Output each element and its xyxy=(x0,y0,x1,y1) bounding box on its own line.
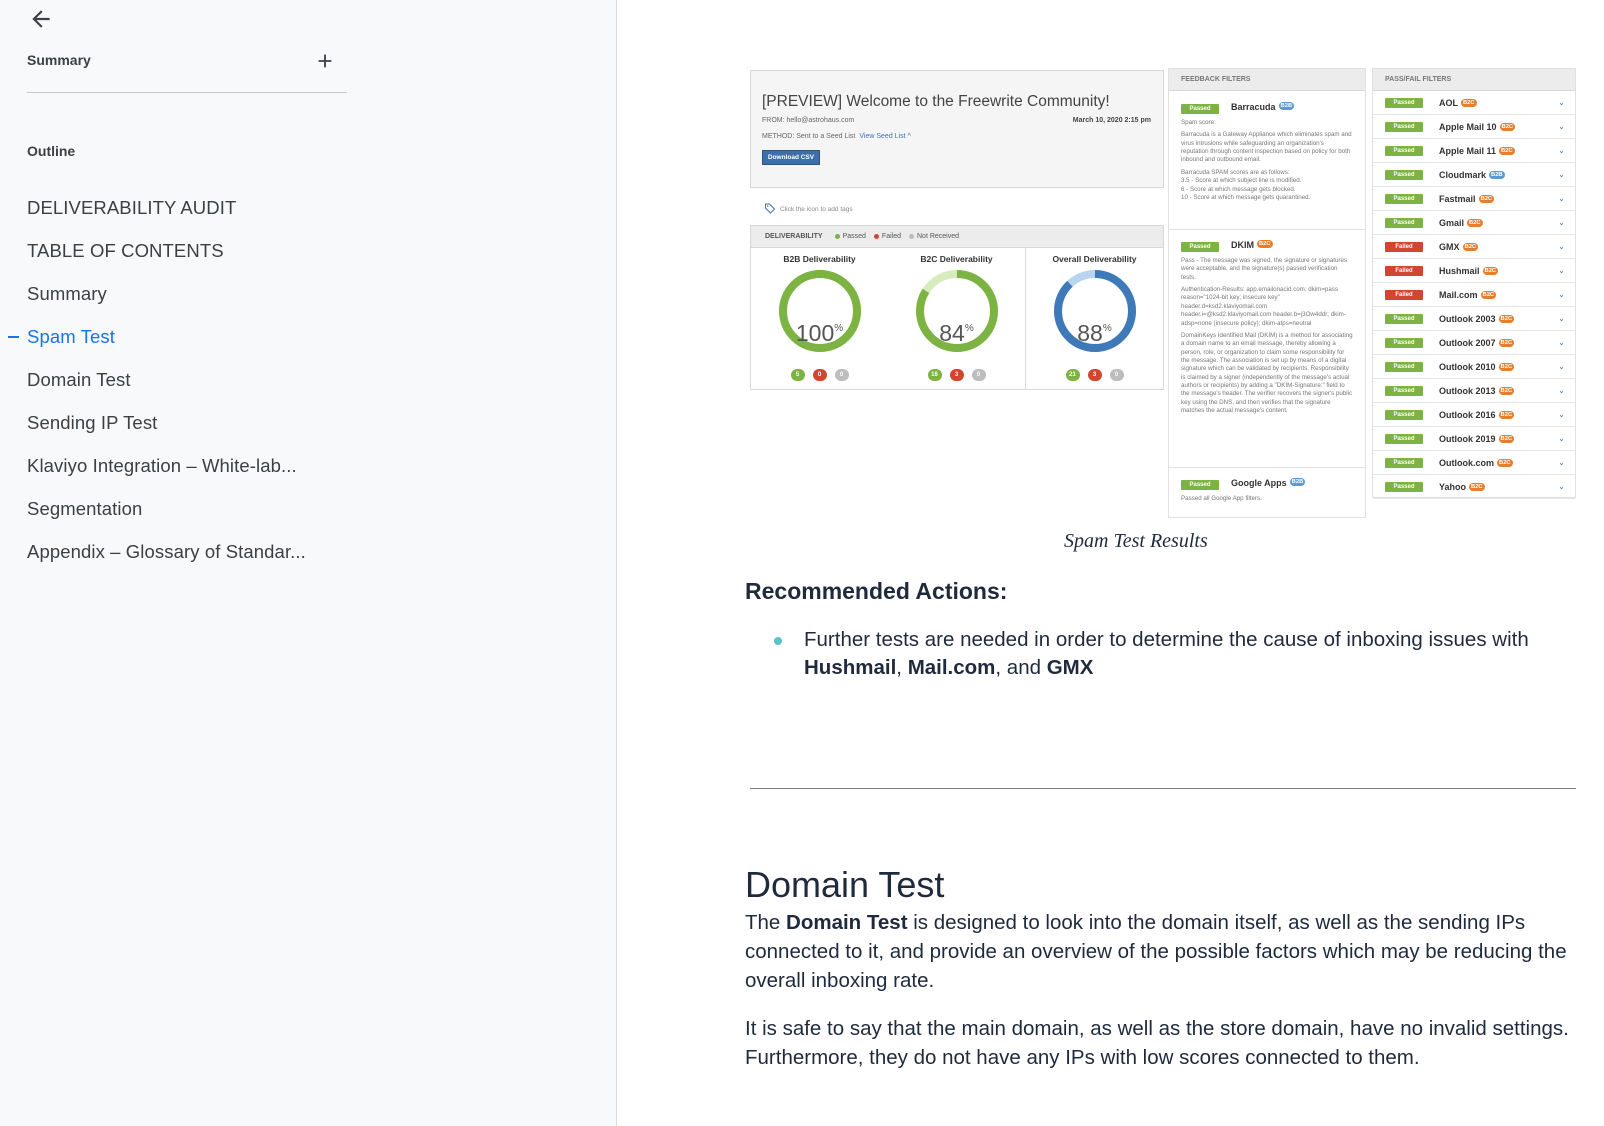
segment-tag: B2C xyxy=(1500,363,1513,370)
recommended-actions-heading: Recommended Actions: xyxy=(745,578,1008,604)
count-not-received: 0 xyxy=(835,369,849,381)
method-text: METHOD: Sent to a Seed List xyxy=(762,133,856,140)
chevron-down-icon[interactable]: ⌄ xyxy=(1558,362,1565,371)
filter-name: Fastmail xyxy=(1439,193,1476,204)
domain-test-paragraph-1: The Domain Test is designed to look into the domain itself, as well as the sending IPs connected to it, and provide an overview of the possible factors which may be reducing the overall inboxing rate. xyxy=(745,911,1567,992)
feedback-filters-panel xyxy=(1168,68,1366,518)
filter-divider xyxy=(1169,229,1365,230)
pass-fail-row[interactable] xyxy=(1373,211,1575,235)
pass-fail-row[interactable] xyxy=(1373,307,1575,331)
gauge-overall xyxy=(1025,248,1163,389)
filter-name: Outlook 2003 xyxy=(1439,313,1496,324)
outline-heading: Outline xyxy=(27,143,76,159)
pass-fail-row[interactable] xyxy=(1373,163,1575,187)
email-method xyxy=(762,133,911,140)
outline-item-sending-ip-test[interactable]: Sending IP Test xyxy=(27,411,158,433)
segment-tag: B2C xyxy=(1500,411,1513,418)
image-caption: Spam Test Results xyxy=(1064,530,1208,552)
chevron-down-icon[interactable]: ⌄ xyxy=(1558,314,1565,323)
filter-name: Apple Mail 11 xyxy=(1439,145,1497,156)
status-badge: Passed xyxy=(1181,242,1219,252)
pass-fail-list xyxy=(1373,91,1575,499)
segment-tag: B2C xyxy=(1480,195,1493,202)
pass-fail-row[interactable] xyxy=(1373,427,1575,451)
count-not-received: 0 xyxy=(1110,369,1124,381)
deliverability-header xyxy=(751,226,1163,248)
chevron-down-icon[interactable]: ⌄ xyxy=(1558,434,1565,443)
gauge-title: B2C Deliverability xyxy=(920,254,993,264)
pass-fail-row[interactable] xyxy=(1373,331,1575,355)
add-summary-icon[interactable] xyxy=(314,50,336,72)
filter-name: Yahoo xyxy=(1439,481,1467,492)
gauge-percent: 84% xyxy=(939,320,974,346)
filter-name: DKIM xyxy=(1231,240,1254,250)
gauge-percent: 88% xyxy=(1077,320,1112,346)
tag-row xyxy=(764,202,853,216)
tag-icon xyxy=(764,202,776,216)
status-badge: Passed xyxy=(1385,386,1423,396)
chevron-down-icon[interactable]: ⌄ xyxy=(1558,122,1565,131)
outline-item-appendix[interactable]: Appendix – Glossary of Standar... xyxy=(27,540,306,562)
status-badge: Passed xyxy=(1385,314,1423,324)
count-failed: 0 xyxy=(813,369,827,381)
outline-item-spam-test[interactable]: Spam Test xyxy=(0,315,360,358)
filter-divider xyxy=(1169,467,1365,468)
filter-text: Authentication-Results: app.emailonacid.com; dkim=pass reason="1024-bit key; insecure key" header.d=ksd2.klaviyomail.com header.i=@ksd2.klaviyomail.com header.b=j3Ow4ddr; dkim-adsp=none (insecure policy); dkim-atps=neutral xyxy=(1181,286,1346,327)
status-badge: Passed xyxy=(1385,146,1423,156)
domain-test-paragraph-2: It is safe to say that the main domain, as well as the store domain, have no invalid settings. Furthermore, they do not have any IPs with low scores connected to them. xyxy=(745,1017,1569,1069)
count-passed: 5 xyxy=(791,369,805,381)
segment-tag: B2C xyxy=(1500,435,1513,442)
email-preview-card xyxy=(750,70,1164,188)
filter-name: Mail.com xyxy=(1439,289,1478,300)
pass-fail-row[interactable] xyxy=(1373,475,1575,499)
pass-fail-row[interactable] xyxy=(1373,91,1575,115)
domain-test-heading: Domain Test xyxy=(745,864,945,905)
pass-fail-row[interactable] xyxy=(1373,379,1575,403)
pass-fail-row[interactable] xyxy=(1373,187,1575,211)
spam-test-results-image xyxy=(750,68,1588,518)
summary-divider xyxy=(27,92,347,93)
filter-name: Outlook 2007 xyxy=(1439,337,1496,348)
filter-name: Outlook 2010 xyxy=(1439,361,1496,372)
status-badge: Passed xyxy=(1385,458,1423,468)
filter-dkim xyxy=(1169,235,1365,415)
status-badge: Passed xyxy=(1385,98,1423,108)
count-not-received: 0 xyxy=(972,369,986,381)
outline-item-segmentation[interactable]: Segmentation xyxy=(27,497,143,519)
document-body xyxy=(618,0,1604,1126)
filter-barracuda xyxy=(1169,97,1365,202)
pass-fail-filters-panel xyxy=(1372,68,1576,498)
deliverability-panel xyxy=(750,225,1164,390)
chevron-down-icon[interactable]: ⌄ xyxy=(1558,98,1565,107)
status-badge: Passed xyxy=(1181,480,1219,490)
chevron-down-icon[interactable]: ⌄ xyxy=(1558,194,1565,203)
count-passed: 16 xyxy=(928,369,942,381)
gauge-counts xyxy=(751,369,888,381)
segment-tag: B2C xyxy=(1500,387,1513,394)
outline-item-table-of-contents[interactable]: TABLE OF CONTENTS xyxy=(27,239,224,261)
back-arrow-icon[interactable] xyxy=(28,6,54,32)
chevron-down-icon[interactable]: ⌄ xyxy=(1558,170,1565,179)
filter-name: Outlook 2016 xyxy=(1439,409,1496,420)
filter-text: Barracuda SPAM scores are as follows: xyxy=(1181,168,1290,176)
pass-fail-filters-header: PASS/FAIL FILTERS xyxy=(1373,69,1575,91)
filter-text: 3.5 - Score at which subject line is modified. xyxy=(1181,177,1302,185)
chevron-down-icon[interactable]: ⌄ xyxy=(1558,290,1565,299)
pass-fail-row[interactable] xyxy=(1373,139,1575,163)
gauge-counts xyxy=(1026,369,1163,381)
gauge-percent: 100% xyxy=(795,320,844,346)
outline-item-domain-test[interactable]: Domain Test xyxy=(27,368,131,390)
filter-name: Outlook.com xyxy=(1439,457,1495,468)
gauge-b2c xyxy=(888,248,1025,389)
gauge-counts xyxy=(888,369,1025,381)
segment-tag: B2C xyxy=(1500,315,1513,322)
filter-name: GMX xyxy=(1439,241,1460,252)
status-badge: Passed xyxy=(1385,338,1423,348)
segment-tag: B2C xyxy=(1484,267,1497,274)
gauge-title: Overall Deliverability xyxy=(1052,254,1137,264)
status-badge: Passed xyxy=(1385,410,1423,420)
count-failed: 3 xyxy=(950,369,964,381)
filter-name: Outlook 2019 xyxy=(1439,433,1496,444)
status-badge: Failed xyxy=(1385,290,1423,300)
legend-passed: Passed xyxy=(835,233,866,240)
segment-tag: B2C xyxy=(1463,99,1475,106)
filter-name: Gmail xyxy=(1439,217,1465,228)
pass-fail-row[interactable] xyxy=(1373,115,1575,139)
segment-tag: B2C xyxy=(1482,291,1495,298)
recommended-actions-list xyxy=(768,626,1568,682)
download-csv-button: Download CSV xyxy=(762,150,820,165)
status-badge: Failed xyxy=(1385,242,1423,252)
segment-tag: B2C xyxy=(1501,123,1514,130)
chevron-down-icon[interactable]: ⌄ xyxy=(1558,266,1565,275)
segment-tag: B2C xyxy=(1464,243,1477,250)
pass-fail-row[interactable] xyxy=(1373,355,1575,379)
view-seed-list-link: View Seed List ^ xyxy=(859,133,911,140)
chevron-down-icon[interactable]: ⌄ xyxy=(1558,482,1565,491)
status-badge: Passed xyxy=(1181,104,1219,114)
segment-tag: B2C xyxy=(1469,219,1481,226)
pass-fail-row[interactable] xyxy=(1373,403,1575,427)
status-badge: Passed xyxy=(1385,434,1423,444)
filter-name: Google Apps xyxy=(1231,478,1287,488)
list-item: Further tests are needed in order to determine the cause of inboxing issues with Hushmail, Mail.com, and GMX xyxy=(768,626,1568,682)
chevron-down-icon[interactable]: ⌄ xyxy=(1558,146,1565,155)
count-passed: 21 xyxy=(1066,369,1080,381)
tag-hint: Click the icon to add tags xyxy=(780,205,853,213)
section-divider xyxy=(750,788,1576,789)
chevron-down-icon[interactable]: ⌄ xyxy=(1558,242,1565,251)
outline-item-klaviyo-integration[interactable]: Klaviyo Integration – White-lab... xyxy=(27,454,297,476)
filter-text: DomainKeys Identified Mail (DKIM) is a method for associating a domain name to an email message, thereby allowing a person, role, or organization to claim some responsibility for the message. The association is set up by means of a digital signature which can be validated by recipients. Responsibility is claimed by a signer (independently of the message's actual authors or recipients) by adding a "DKIM-Signature:" field to the message's header. The verifier recovers the signer's public key using the DNS, and then verifies that the signature matches the actual message's content. xyxy=(1181,331,1353,415)
filter-name: Cloudmark xyxy=(1439,169,1487,180)
segment-tag: B2B xyxy=(1280,102,1293,109)
feedback-filters-header: FEEDBACK FILTERS xyxy=(1169,69,1365,91)
segment-tag: B2B xyxy=(1291,478,1304,485)
filter-text: Pass - The message was signed, the signature or signatures were acceptable, and the signature(s) passed verification tests. xyxy=(1181,257,1348,281)
chevron-down-icon[interactable]: ⌄ xyxy=(1558,410,1565,419)
segment-tag: B2C xyxy=(1499,459,1511,466)
status-badge: Passed xyxy=(1385,362,1423,372)
filter-text: Barracuda is a Gateway Appliance which eliminates spam and virus intrusions while safeguarding an organization's reputation through content inspection based on policy for both inbound and outbound email. xyxy=(1181,131,1352,164)
pass-fail-row[interactable] xyxy=(1373,283,1575,307)
segment-tag: B2C xyxy=(1500,339,1513,346)
status-badge: Passed xyxy=(1385,194,1423,204)
chevron-down-icon[interactable]: ⌄ xyxy=(1558,458,1565,467)
status-badge: Passed xyxy=(1385,170,1423,180)
chevron-down-icon[interactable]: ⌄ xyxy=(1558,386,1565,395)
gauge-title: B2B Deliverability xyxy=(783,254,856,264)
filter-text: Spam score: xyxy=(1181,119,1216,126)
status-badge: Passed xyxy=(1385,122,1423,132)
status-badge: Failed xyxy=(1385,266,1423,276)
outline-item-deliverability-audit[interactable]: DELIVERABILITY AUDIT xyxy=(27,196,237,218)
chevron-down-icon[interactable]: ⌄ xyxy=(1558,218,1565,227)
filter-name: Barracuda xyxy=(1231,102,1276,112)
chevron-down-icon[interactable]: ⌄ xyxy=(1558,338,1565,347)
gauge-b2b xyxy=(751,248,888,389)
outline-sidebar xyxy=(0,0,617,1126)
filter-google-apps xyxy=(1169,473,1365,503)
filter-name: AOL xyxy=(1439,97,1458,108)
filter-text: 10 - Score at which message gets quarantined. xyxy=(1181,193,1311,201)
filter-text: Passed all Google App filters. xyxy=(1181,495,1262,502)
segment-tag: B2C xyxy=(1471,483,1483,490)
legend-not-received: Not Received xyxy=(909,233,959,240)
outline-item-summary[interactable]: Summary xyxy=(27,282,107,304)
segment-tag: B2B xyxy=(1491,171,1503,178)
segment-tag: B2C xyxy=(1259,240,1271,247)
status-badge: Passed xyxy=(1385,218,1423,228)
count-failed: 3 xyxy=(1088,369,1102,381)
filter-name: Hushmail xyxy=(1439,265,1480,276)
filter-text: 6 - Score at which message gets blocked. xyxy=(1181,185,1296,193)
filter-name: Apple Mail 10 xyxy=(1439,121,1497,132)
email-from: FROM: hello@astrohaus.com xyxy=(762,117,855,124)
segment-tag: B2C xyxy=(1501,147,1513,154)
filter-name: Outlook 2013 xyxy=(1439,385,1496,396)
pass-fail-row[interactable] xyxy=(1373,235,1575,259)
summary-heading: Summary xyxy=(27,52,91,68)
deliverability-title: DELIVERABILITY xyxy=(765,233,823,240)
pass-fail-row[interactable] xyxy=(1373,259,1575,283)
legend-failed: Failed xyxy=(874,233,901,240)
email-date: March 10, 2020 2:15 pm xyxy=(1072,117,1151,124)
outline-list xyxy=(0,186,360,573)
status-badge: Passed xyxy=(1385,482,1423,492)
pass-fail-row[interactable] xyxy=(1373,451,1575,475)
email-subject: [PREVIEW] Welcome to the Freewrite Community! xyxy=(762,93,1110,110)
